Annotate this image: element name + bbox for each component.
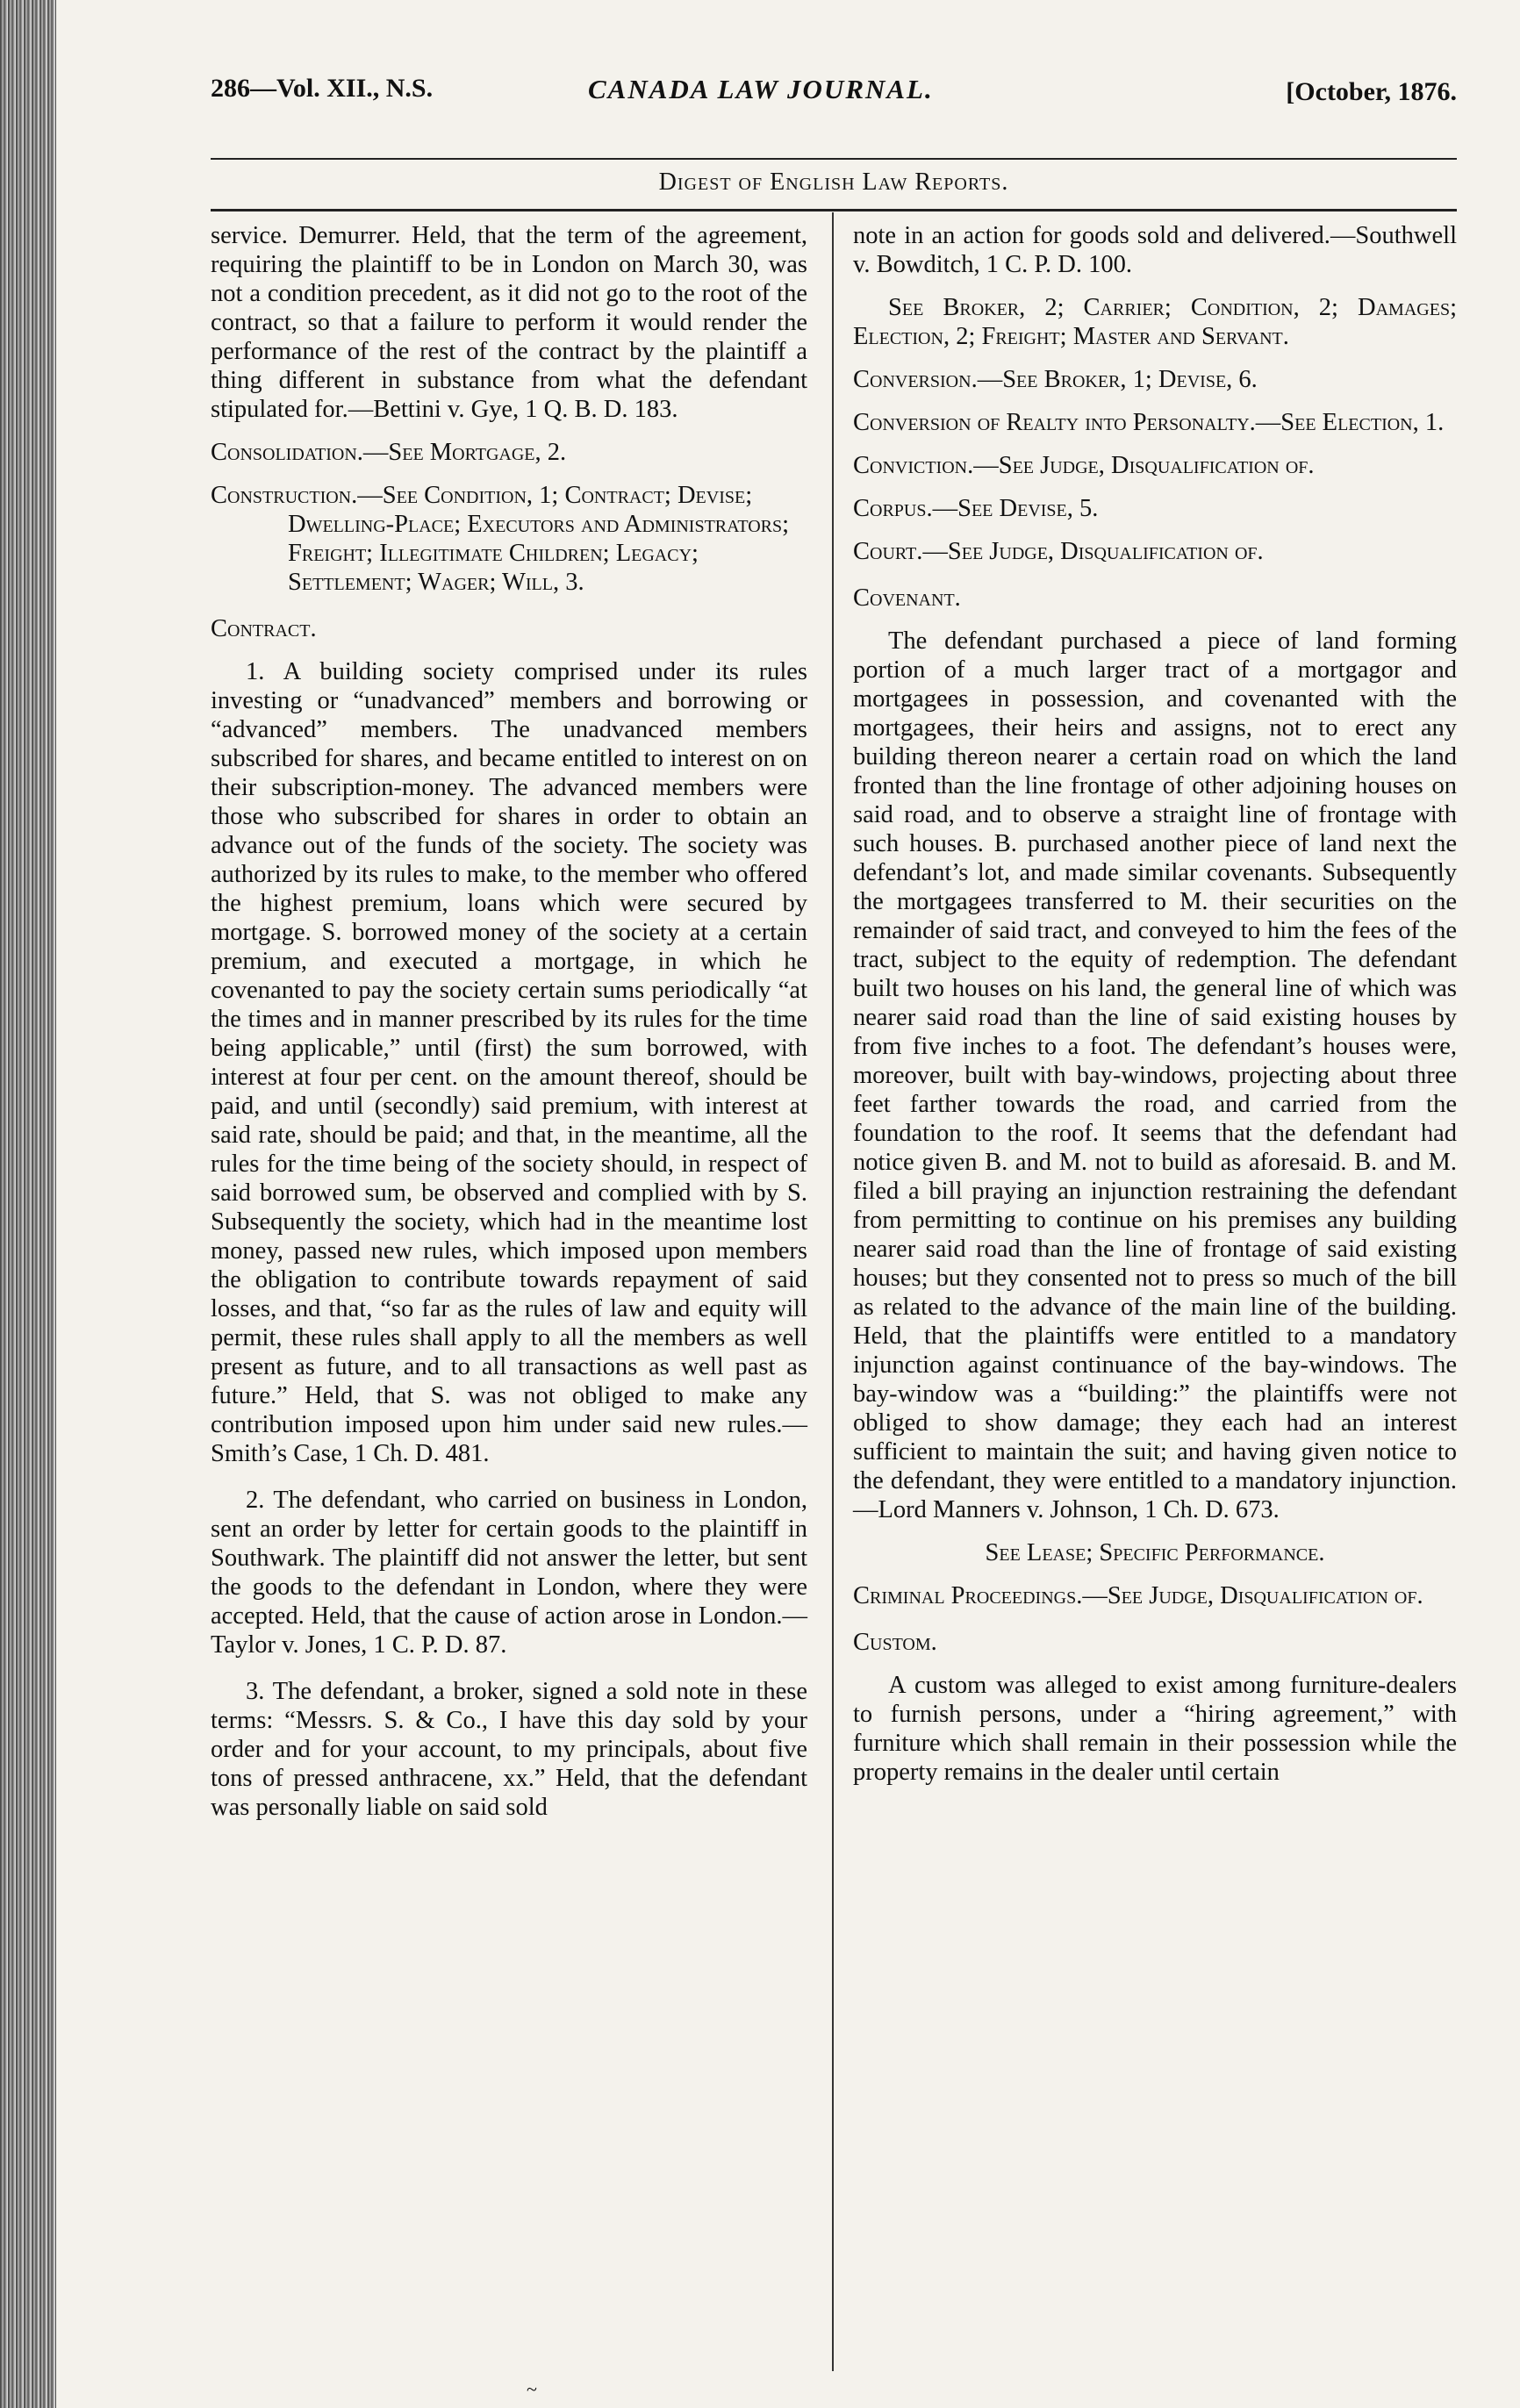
index-entry: Criminal Proceedings.—See Judge, Disqualification of. <box>853 1582 1423 1609</box>
heading: Custom. <box>853 1629 937 1656</box>
heading: Contract. <box>211 615 317 642</box>
paragraph: The defendant purchased a piece of land forming portion of a much larger tract of a mortgagor and mortgagees in possession, and covenanted with the mortgagees, their heirs and assigns, not to erect any building thereon nearer a certain road on which the land fronted than the line frontage of other adjoining houses on said road, and to observe a straight line of frontage with such houses. B. purchased another piece of land next the defendant’s lot, and made similar covenants. Subsequently the mortgagees transferred to M. their securities on the remainder of said tract, and conveyed to him the fees of the tract, subject to the equity of redemption. The defendant built two houses on his land, the general line of which was nearer said road than the line of said existing houses by from five inches to a foot. The defendant’s houses were, moreover, built with bay-windows, projecting about three feet farther towards the road, and carried from the foundation to the roof. It seems that the defendant had notice given B. and M. not to build as aforesaid. B. and M. filed a bill praying an injunction restraining the defendant from permitting to continue on his premises any building nearer said road than the line of frontage of said existing houses; but they consented not to press so much of the bill as related to the advance of the main line of the building. Held, that the plaintiffs were entitled to a mandatory injunction against continuance of the bay-windows. The bay-window was a “building:” the plaintiffs were not obliged to show damage; they each had an interest sufficient to maintain the suit; and having given notice to the defendant, they were entitled to a mandatory injunction.—Lord Manners v. Johnson, 1 Ch. D. 673. <box>853 627 1457 1523</box>
index-entry: Court.—See Judge, Disqualification of. <box>853 538 1264 565</box>
running-header <box>211 35 1457 132</box>
heading: Covenant. <box>853 584 961 612</box>
section-title: Digest of English Law Reports. <box>658 168 1009 196</box>
left-column <box>211 221 807 1836</box>
paragraph: 3. The defendant, a broker, signed a sold note in these terms: “Messrs. S. & Co., I have this day sold by your order and for your account, to my principals, about five tons of pressed anthracene, xx.” Held, that the defendant was personally liable on said sold <box>211 1678 807 1821</box>
paragraph: A custom was alleged to exist among furniture-dealers to furnish persons, under a “hiring agreement,” with furniture which shall remain in their possession while the property remains in the dealer until certain <box>853 1672 1457 1786</box>
index-entry: Conviction.—See Judge, Disqualification of. <box>853 452 1315 479</box>
see-also: See Broker, 2; Carrier; Condition, 2; Damages; Election, 2; Freight; Master and Servant. <box>853 294 1457 350</box>
paragraph: note in an action for goods sold and delivered.—Southwell v. Bowditch, 1 C. P. D. 100. <box>853 222 1457 278</box>
journal-page <box>211 35 1457 2396</box>
index-entry: Corpus.—See Devise, 5. <box>853 495 1099 522</box>
book-binding-edge <box>0 0 56 2408</box>
index-entry: Conversion.—See Broker, 1; Devise, 6. <box>853 366 1258 393</box>
section-rule <box>211 209 1457 211</box>
journal-title: CANADA LAW JOURNAL. <box>588 74 934 104</box>
index-entry: Consolidation.—See Mortgage, 2. <box>211 439 567 466</box>
bottom-mark: ~ <box>527 2378 537 2400</box>
page-number-volume: 286—Vol. XII., N.S. <box>211 74 434 103</box>
right-column <box>853 221 1457 1801</box>
paragraph: service. Demurrer. Held, that the term of the agreement, requiring the plaintiff to be in London on March 30, was not a condition precedent, as it did not go to the root of the contract, so that a failure to perform it would render the performance of the rest of the contract by the plaintiff a thing different in substance from what the defendant stipulated for.—Bettini v. Gye, 1 Q. B. D. 183. <box>211 222 807 423</box>
see-also: See Lease; Specific Performance. <box>985 1539 1325 1566</box>
header-rule <box>211 158 1457 160</box>
column-divider <box>832 212 834 2371</box>
index-entry: Conversion of Realty into Personalty.—See Election, 1. <box>853 409 1445 436</box>
issue-date: [October, 1876. <box>1286 77 1457 106</box>
paragraph: 1. A building society comprised under its rules investing or “unadvanced” members and borrowing or “advanced” members. The unadvanced members subscribed for shares, and became entitled to interest on on their subscription-money. The advanced members were those who subscribed for shares in order to obtain an advance out of the funds of the society. The society was authorized by its rules to make, to the member who offered the highest premium, loans which were secured by mortgage. S. borrowed money of the society at a certain premium, and executed a mortgage, in which he covenanted to pay the society certain sums periodically “at the times and in manner prescribed by its rules for the time being applicable,” until (first) the sum borrowed, with interest at four per cent. on the amount thereof, should be paid, and until (secondly) said premium, with interest at said rate, should be paid; and that, in the meantime, all the rules for the time being of the society should, in respect of said borrowed sum, be observed and complied with by S. Subsequently the society, which had in the meantime lost money, passed new rules, which imposed upon members the obligation to contribute towards repayment of said losses, and that, “so far as the rules of law and equity will permit, these rules shall apply to all the members as well present as future, and to all transactions as well past as future.” Held, that S. was not obliged to make any contribution imposed upon him under said new rules.—Smith’s Case, 1 Ch. D. 481. <box>211 658 807 1467</box>
paragraph: 2. The defendant, who carried on business in London, sent an order by letter for certain goods to the plaintiff in Southwark. The plaintiff did not answer the letter, but sent the goods to the defendant in London, where they were accepted. Held, that the cause of action arose in London.—Taylor v. Jones, 1 C. P. D. 87. <box>211 1487 807 1659</box>
index-entry: Construction.—See Condition, 1; Contract; Devise; Dwelling-Place; Executors and Administrators; Freight; Illegitimate Children; Legacy; Settlement; Wager; Will, 3. <box>211 482 790 596</box>
